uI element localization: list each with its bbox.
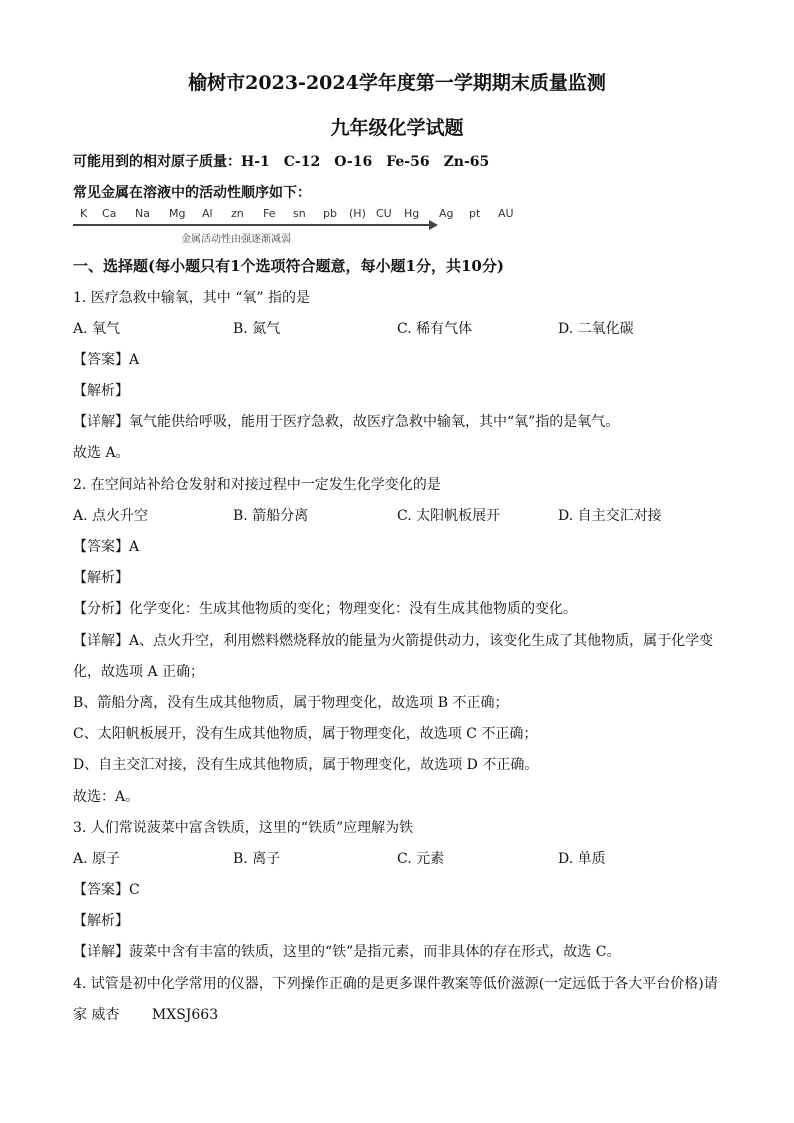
q1-detail: 【详解】氧气能供给呼吸，能用于医疗急救，故医疗急救中输氧，其中“氧”指的是氧气。 [73,414,620,430]
q1-option-a: A. 氧气 [73,321,121,337]
q1-option-c: C. 稀有气体 [397,321,473,337]
question-1-stem: 1. 医疗急救中输氧，其中 “氧” 指的是 [73,290,311,306]
activity-arrow [73,224,433,226]
metal-label: Ca [102,207,117,220]
q2-choose: 故选：A。 [73,789,140,805]
atomic-masses: 可能用到的相对原子质量：H-1 C-12 O-16 Fe-56 Zn-65 [73,154,490,170]
metal-label: pb [323,207,337,220]
metal-label: Ag [439,207,454,220]
q3-option-a: A. 原子 [73,851,121,867]
metal-label: zn [231,207,244,220]
metal-label: CU [376,207,392,220]
q1-choose: 故选 A。 [73,445,130,461]
q2-detail-4: C、太阳帆板展开，没有生成其他物质，属于物理变化，故选项 C 不正确； [73,726,538,742]
metal-label: Fe [263,207,276,220]
q2-analysis: 【解析】 [73,570,129,586]
question-4-stem: 4. 试管是初中化学常用的仪器，下列操作正确的是更多课件教案等低价滋源(一定远低于各大平台价格)请 [73,976,718,992]
q2-detail-2: 化，故选项 A 正确； [73,664,205,680]
question-3-stem: 3. 人们常说菠菜中富含铁质，这里的“铁质”应理解为铁 [73,820,414,836]
q3-option-c: C. 元素 [397,851,445,867]
q2-fenxi: 【分析】化学变化：生成其他物质的变化；物理变化：没有生成其他物质的变化。 [73,601,577,617]
q2-detail-1: 【详解】A、点火升空，利用燃料燃烧释放的能量为火箭提供动力，该变化生成了其他物质，属于化学变 [73,633,714,649]
q2-answer: 【答案】A [73,539,140,555]
q2-detail-3: B、箭船分离，没有生成其他物质，属于物理变化，故选项 B 不正确； [73,695,509,711]
activity-heading: 常见金属在溶液中的活动性顺序如下： [73,185,311,201]
metal-label: Mg [169,207,186,220]
q4-contact: 家 威杏 MXSJ663 [73,1007,219,1023]
q2-option-c: C. 太阳帆板展开 [397,508,501,524]
q2-detail-5: D、自主交汇对接，没有生成其他物质，属于物理变化，故选项 D 不正确。 [73,757,539,773]
metal-label: Na [135,207,150,220]
q1-option-b: B. 氮气 [233,321,281,337]
arrowhead-icon [429,220,438,230]
q1-answer: 【答案】A [73,352,140,368]
q2-option-a: A. 点火升空 [73,508,149,524]
metal-label: Al [202,207,213,220]
page-title: 榆树市2023-2024学年度第一学期期末质量监测 [188,72,606,94]
q3-detail: 【详解】菠菜中含有丰富的铁质，这里的“铁”是指元素，而非具体的存在形式，故选 C。 [73,944,621,960]
metal-label: pt [469,207,481,220]
page-subtitle: 九年级化学试题 [330,117,464,139]
metal-label: Hg [404,207,420,220]
metal-label: AU [498,207,514,220]
q3-answer: 【答案】C [73,882,140,898]
q2-option-d: D. 自主交汇对接 [558,508,662,524]
metal-label: (H) [349,207,366,220]
q3-option-d: D. 单质 [558,851,606,867]
activity-note: 金属活动性由强逐渐减弱 [181,234,291,245]
activity-series-figure [73,203,543,247]
question-2-stem: 2. 在空间站补给仓发射和对接过程中一定发生化学变化的是 [73,477,441,493]
q3-analysis: 【解析】 [73,913,129,929]
q2-option-b: B. 箭船分离 [233,508,309,524]
q1-analysis: 【解析】 [73,383,129,399]
q1-option-d: D. 二氧化碳 [558,321,634,337]
section-heading: 一、选择题(每小题只有1个选项符合题意，每小题1分，共10分) [73,257,504,275]
q3-option-b: B. 离子 [233,851,281,867]
metal-label: K [80,207,88,220]
metal-label: sn [293,207,306,220]
